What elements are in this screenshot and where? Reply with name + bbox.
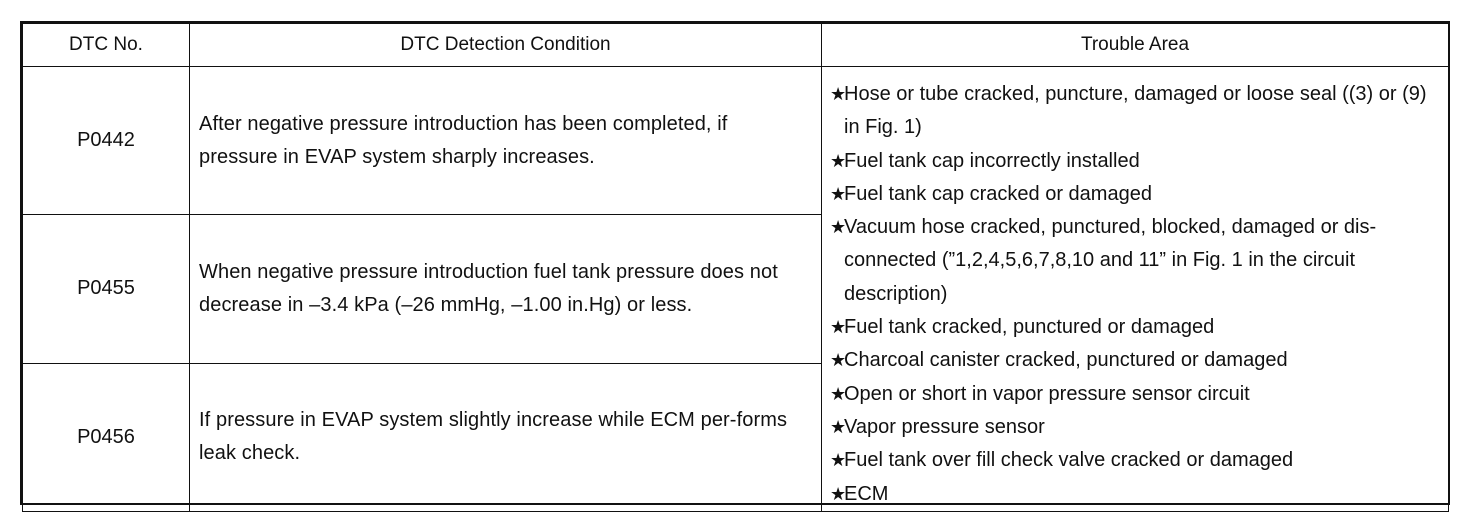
dtc-table-frame	[20, 21, 1450, 505]
trouble-area-text: Vacuum hose cracked, punctured, blocked, damaged or dis-connected (”1,2,4,5,6,7,8,10 and 11” in Fig. 1 in the circuit description)	[844, 216, 1377, 305]
dtc-code: P0456	[23, 363, 190, 511]
trouble-area-text: Hose or tube cracked, puncture, damaged or loose seal ((3) or (9) in Fig. 1)	[844, 83, 1427, 139]
list-item	[830, 145, 1434, 178]
table-row	[23, 67, 1449, 215]
dtc-code: P0442	[23, 67, 190, 215]
trouble-area-cell	[822, 67, 1449, 512]
list-item	[830, 378, 1434, 411]
list-item	[830, 411, 1434, 444]
trouble-area-list	[830, 78, 1434, 511]
star-icon: ★	[830, 183, 847, 204]
list-item	[830, 311, 1434, 344]
detection-condition: If pressure in EVAP system slightly increase while ECM per-forms leak check.	[190, 363, 822, 511]
header-detection-condition: DTC Detection Condition	[190, 24, 822, 67]
star-icon: ★	[830, 350, 847, 371]
header-dtc-no: DTC No.	[23, 24, 190, 67]
dtc-code: P0455	[23, 215, 190, 363]
star-icon: ★	[830, 317, 847, 338]
star-icon: ★	[830, 450, 847, 471]
detection-condition: When negative pressure introduction fuel tank pressure does not decrease in –3.4 kPa (–26 mmHg, –1.00 in.Hg) or less.	[190, 215, 822, 363]
trouble-area-text: Vapor pressure sensor	[844, 415, 1045, 438]
list-item	[830, 178, 1434, 211]
star-icon: ★	[830, 84, 847, 104]
trouble-area-text: Fuel tank cap incorrectly installed	[844, 149, 1140, 172]
trouble-area-text: Fuel tank over fill check valve cracked or damaged	[844, 449, 1294, 472]
list-item	[830, 478, 1434, 511]
trouble-area-text: Fuel tank cracked, punctured or damaged	[844, 316, 1215, 339]
star-icon: ★	[830, 483, 847, 504]
header-trouble-area: Trouble Area	[822, 24, 1449, 67]
star-icon: ★	[830, 150, 847, 171]
detection-condition: After negative pressure introduction has been completed, if pressure in EVAP system sharply increases.	[190, 67, 822, 215]
list-item	[830, 444, 1434, 477]
list-item	[830, 78, 1434, 145]
star-icon: ★	[830, 416, 847, 437]
list-item	[830, 211, 1434, 311]
star-icon: ★	[830, 383, 847, 404]
trouble-area-text: Open or short in vapor pressure sensor circuit	[844, 382, 1250, 405]
header-row	[23, 24, 1449, 67]
dtc-table	[22, 23, 1449, 512]
trouble-area-text: Fuel tank cap cracked or damaged	[844, 182, 1152, 205]
trouble-area-text: Charcoal canister cracked, punctured or damaged	[844, 349, 1288, 372]
star-icon: ★	[830, 217, 847, 238]
list-item	[830, 344, 1434, 377]
trouble-area-text: ECM	[844, 482, 889, 505]
